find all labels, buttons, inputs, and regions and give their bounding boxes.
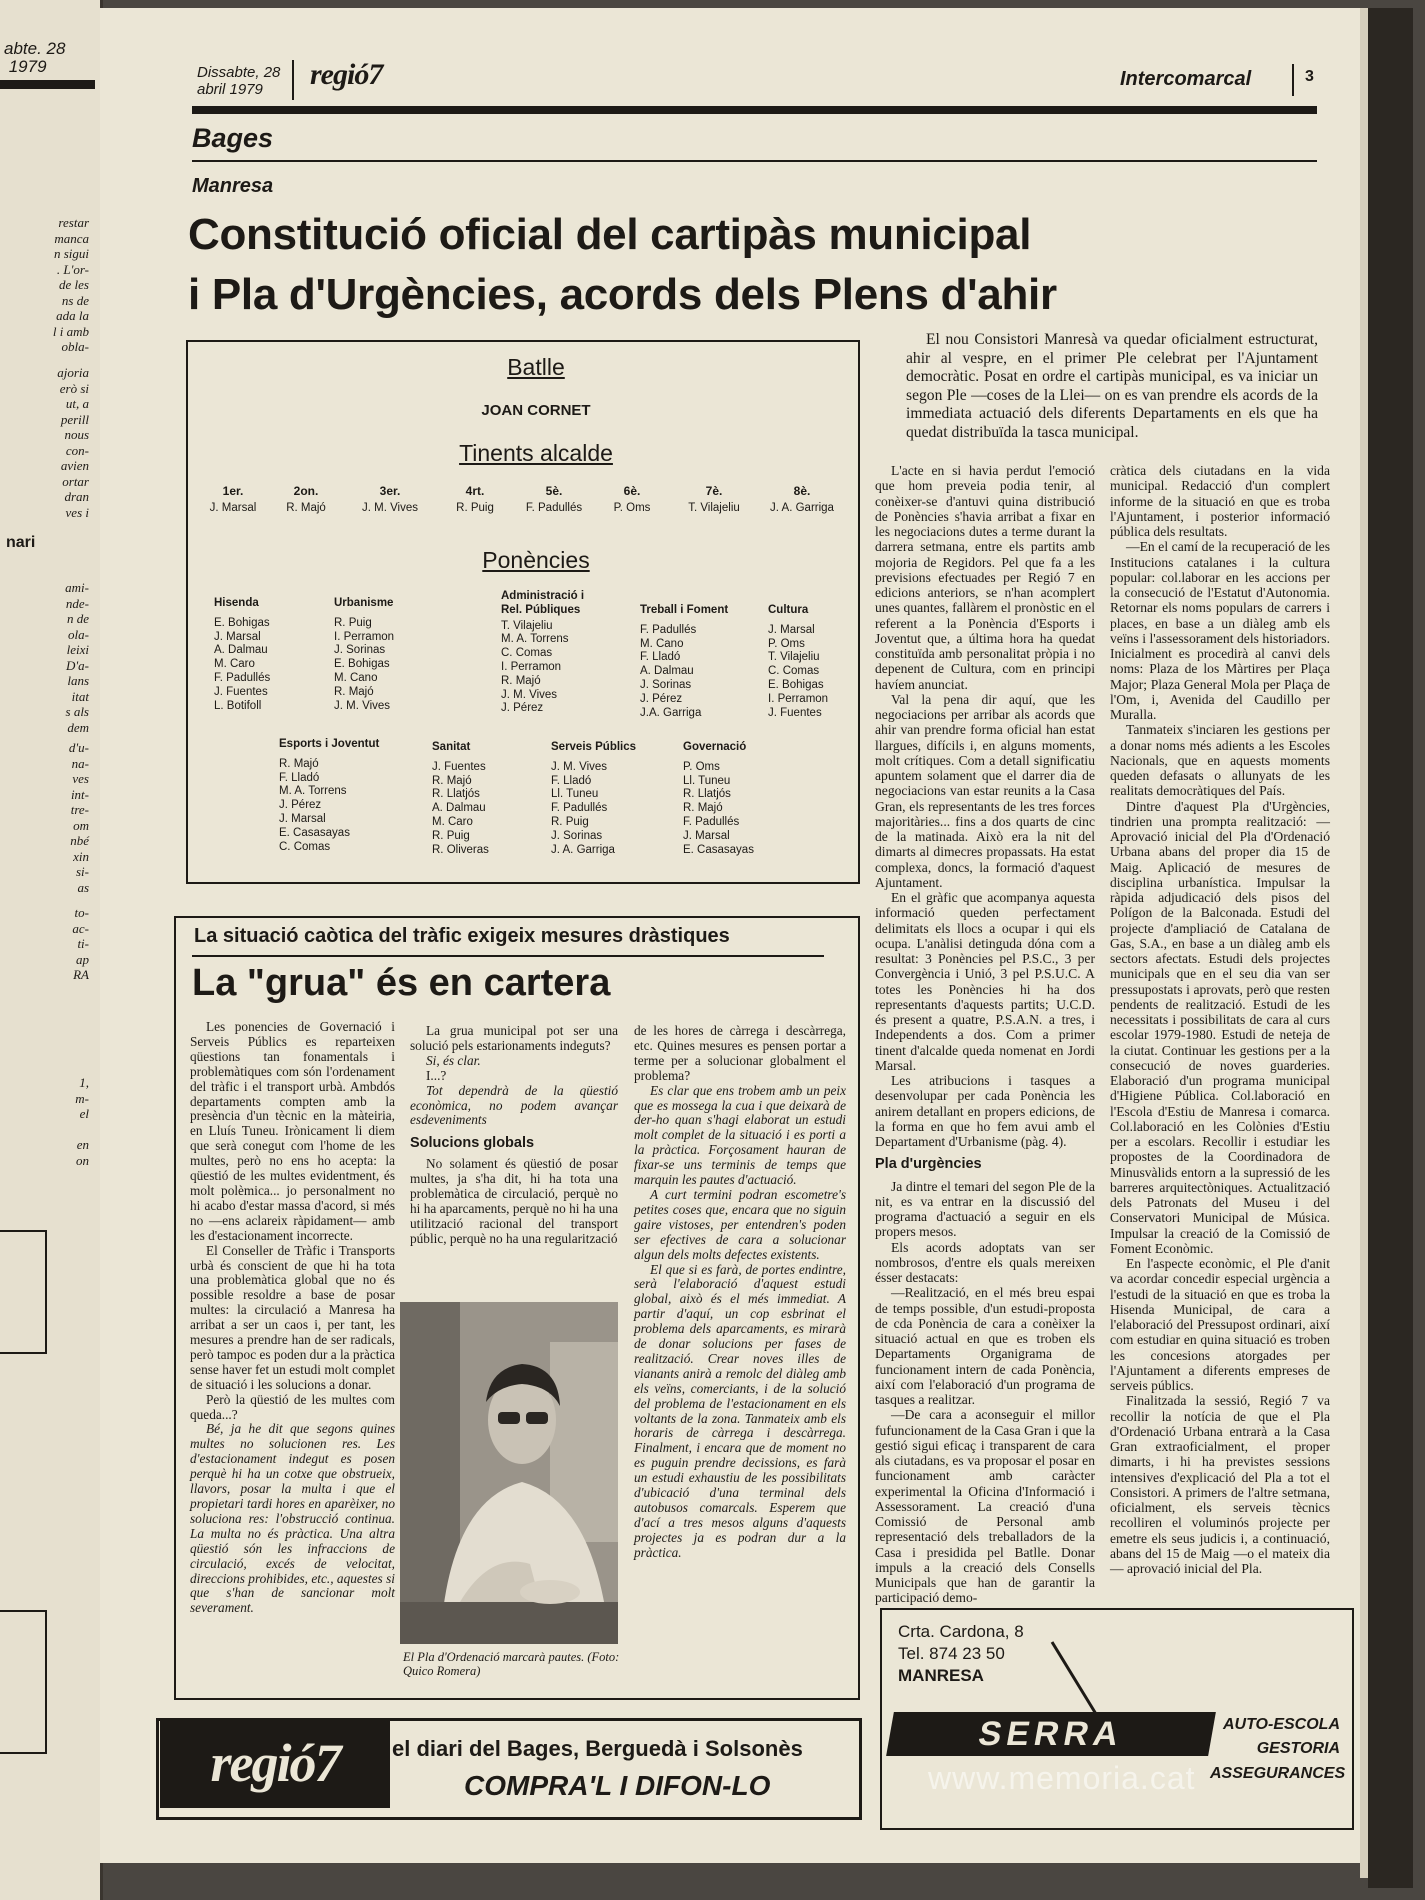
header-separator — [1292, 64, 1294, 96]
region-rule — [192, 160, 1317, 162]
paragraph: I...? — [426, 1067, 447, 1083]
paragraph: de les hores de càrrega i descàrrega, etc. Quines mesures es pensen portar a terme per a solucionar globalment el problema? — [634, 1023, 846, 1083]
header-date: Dissabte, 28 abril 1979 — [197, 64, 281, 98]
tinent-alcalde: 8è. J. A. Garriga — [770, 484, 834, 514]
headline-line: i Pla d'Urgències, acords dels Plens d'ahir — [188, 270, 1057, 319]
paragraph: —En el camí de la recuperació de les Institucions catalanes i la cultura popular: col.laborar en les accions per la consecució de l'Estatut d'Autonomia. Retornar els noms populars de carrers i places, en base a un diàleg amb els veïns i l'assessorament dels historiadors. Inicialment es procedirà al canvi dels noms: Plaza de los Màrtires per Plaça Major; Plaza General Mola per Plaça de l'Om, i, Avenida del Caudillo per Muralla. — [1110, 539, 1330, 722]
subheading: Solucions globals — [410, 1135, 535, 1152]
promo-call-to-action: COMPRA'L I DIFON-LO — [464, 1770, 771, 1801]
photo-portrait — [400, 1302, 618, 1644]
batlle-title: Batlle — [507, 354, 565, 380]
tinent-alcalde: 4rt. R. Puig — [456, 484, 494, 514]
tinent-alcalde: 1er. J. Marsal — [209, 484, 257, 514]
advert-city: MANRESA — [898, 1666, 984, 1685]
advert-service: ASSEGURANCES — [1210, 1765, 1346, 1782]
traffic-column — [190, 1020, 395, 1616]
tinent-alcalde: 2on. R. Majó — [286, 484, 326, 514]
paragraph: —Realització, en el més breu espai de temps possible, d'un estudi-proposta de cda Ponència de cara a conèixer la situació actual en que es troben els Departaments Organigrama de funcionament intern de cada Ponència, així com l'elaboració d'un programa de tasques a realitzar. — [875, 1285, 1095, 1407]
paragraph: —De cara a aconseguir el millor fufuncionament de la Casa Gran i que la gestió sigui eficaç i transparent de cara als ciutadans, es va proposar el posar en funcionament amb caràcter experimental la Oficina d'Informació i Assessorament. La creació d'una Comissió de Personal amb representació dels treballadors de la Casa i presidida pel Batlle. Donar impuls a la creació dels Consells Municipals que han de garantir la participació demo- — [875, 1407, 1095, 1606]
main-headline — [188, 205, 1328, 325]
tinent-alcalde: 6è. P. Oms — [613, 484, 651, 514]
ponencies-title: Ponències — [482, 547, 590, 573]
ponencia: Administració i Rel. Públiques T. Vilajeliu M. A. Torrens C. Comas I. Perramon R. Majó J. M. Vives J. Pérez — [501, 590, 585, 715]
subheading: Pla d'urgències — [875, 1156, 982, 1173]
article-lead: El nou Consistori Manresà va quedar oficialment estructurat, ahir al vespre, en el primer Ple celebrat per l'Ajuntament democràtic. Posat en ordre el cartipàs municipal, es va iniciar un segon Ple —coses de la Llei— on es van prendre els acords de la immediata actuació dels diferents Departaments en els que ha quedat distribuïda la tasca municipal. — [906, 331, 1318, 441]
paragraph: El Conseller de Tràfic i Transports urbà és conscient de que hi ha tota una problemàtica global que no és possible resoldre a base de posar multes: la circulació a Manresa ha arribat a ser un caos i, per tant, les mesures a prendre han de ser radicals, però tampoc es poden dur a la pràctica sense haver fet un estudi molt complet de situació i les solucions a donar. — [190, 1242, 395, 1392]
city-label: Manresa — [192, 175, 274, 197]
traffic-kicker: La situació caòtica del tràfic exigeix mesures dràstiques — [194, 925, 730, 947]
paragraph: Dintre d'aquest Pla d'Urgències, tindrien una prompta realització: —Aprovació inicial del Pla d'Ordenació Urbana abans del proper dia 15 de Maig. Aplicació de mesures de disciplina urbanística. Impulsar la ràpida adjudicació dels pisos del Polígon de la Balconada. Estudi del projecte d'ampliació de Catalana de Gas, S.A., en base a un diàleg amb els sectors afectats. Estudi dels projectes municipals que en el seu dia van ser pressupostats i aprovats, però que resten pendents de realització. Estudi de les necessitats i possibilitats de cara al curs escolar 1979-1980. Estudi de neteja de la ciutat. Continuar les gestions per a la consecució de noves guarderies. Elaboració d'un programa municipal d'Higiene Pública. Col.laboració en l'Escola d'Estiu de Manresa i comarca. Col.laboració en les Colònies d'Estiu per a escolars. Recollir i estudiar les propostes de la Coordinadora de Minusvàlids entorn a la supressió de les barreres arquitectòniques. Actualització dels Patronats del Museu i del Conservatori Municipal de Música. Impulsar la creació de la Comissió de Foment Econòmic. — [1110, 798, 1330, 1256]
advert-service: GESTORIA — [1256, 1740, 1340, 1757]
paragraph: Les ponencies de Governació i Serveis Públics es reparteixen qüestions tan fonamentals i problemàtiques com són l'ordenament del tràfic i el transport urbà. Ambdós departaments compten amb la presència d'un tècnic en la màteiria, en Lluís Tuneu. Irònicament li diem que serà conegut com l'home de les multes, però no ens ho acepta: la qüestió de les multes evidentment, és molt polèmica... jo personalment no hi acabo d'estar massa d'acord, si més no —ens aclareix ràpidament— amb les d'estacionament incorrecte. — [190, 1019, 395, 1243]
prev-page-heading: nari — [6, 534, 36, 551]
ponencia: Governació P. Oms Ll. Tuneu R. Llatjós R. Majó F. Padullés J. Marsal E. Casasayas — [683, 741, 754, 856]
paragraph: Tot dependrà de la qüestió econòmica, no podem avançar esdeveniments — [410, 1082, 618, 1128]
ponencia: Sanitat J. Fuentes R. Majó R. Llatjós A. Dalmau M. Caro R. Puig R. Oliveras — [432, 741, 489, 856]
paragraph: Les atribucions i tasques a desenvolupar per cada Ponència les anirem detallant en propers edicions, de la forma en que ho fem avui amb el Departament d'Urbanisme (pàg. 4). — [875, 1073, 1095, 1149]
header-separator — [292, 60, 294, 100]
paragraph: Finalitzada la sessió, Regió 7 va recollir la notícia de que el Pla d'Ordenació Urbana entrarà a la Casa Gran extraoficialment, el proper dimarts, i hi ha previstes sessions intensives d'explicació del Pla a tot el Consistori. A primers de l'altre setmana, oficialment, els serveis tècnics recolliren el voluminós projecte per emetre els seus judicis i, a continuació, abans del 15 de Maig —o el mateix dia— aprovació inicial del Pla. — [1110, 1393, 1330, 1576]
paragraph: En el gràfic que acompanya aquesta informació queden perfectament delimitats els llocs a ocupar i qui els ocupa. L'anàlisi detinguda dóna com a resultat: 3 Ponències pel P.S.C., 3 per Convergència i Unió, 3 pel P.S.U.C. A totes les Ponències hi ha dos representants d'aquests partits; U.C.D. és present a quatre, P.S.A.N. a tres, i Independents a dos. Com a primer tinent d'alcalde queda nomenat en Jordi Marsal. — [875, 890, 1095, 1073]
promo-logo: regió7 — [160, 1718, 390, 1808]
paragraph: No solament és qüestió de posar multes, ja s'ha dit, hi ha tota una problemàtica de circulació, perquè no hi ha aparcaments, perquè no hi ha una utilització racional del transport públic, perquè no ha una regularització — [410, 1156, 618, 1246]
tinent-alcalde: 7è. T. Vilajeliu — [688, 484, 740, 514]
advert-brand: SERRA — [886, 1712, 1216, 1756]
advert-phone: Tel. 874 23 50 — [898, 1644, 1005, 1663]
ponencia: Serveis Públics J. M. Vives F. Lladó Ll. Tuneu F. Padullés R. Puig J. Sorinas J. A. Garriga — [551, 741, 637, 856]
traffic-headline: La "grua" és en cartera — [192, 962, 611, 1004]
ponencia: Cultura J. Marsal P. Oms T. Vilajeliu C. Comas E. Bohigas I. Perramon J. Fuentes — [768, 604, 829, 719]
prev-page-box — [0, 1230, 47, 1354]
prev-page-rule — [0, 80, 95, 89]
headline-line: Constitució oficial del cartipàs municipal — [188, 210, 1032, 259]
advert-service: AUTO-ESCOLA — [1222, 1716, 1340, 1733]
promo-tagline: el diari del Bages, Berguedà i Solsonès — [392, 1736, 803, 1761]
prev-page-fragment: ajoria erò si ut, a perill nous con- avien ortar dran ves i — [57, 365, 89, 520]
article-column — [875, 463, 1095, 1606]
article-column — [1110, 463, 1330, 1576]
paragraph: Si, és clar. — [426, 1052, 481, 1068]
batlle-name: JOAN CORNET — [481, 402, 591, 419]
paragraph: Però la qüestió de les multes com queda...? — [190, 1391, 395, 1422]
ponencia: Treball i Foment F. Padullés M. Cano F. Lladó A. Dalmau J. Sorinas J. Pérez J.A. Garriga — [640, 604, 729, 719]
photo-image — [400, 1302, 618, 1644]
advert-address: Crta. Cardona, 8 — [898, 1622, 1024, 1641]
kicker-rule — [192, 955, 824, 957]
binder-edge — [1368, 8, 1413, 1888]
paragraph: Ja dintre el temari del segon Ple de la nit, es va entrar en la discussió del programa d'actuació a seguir en els propers mesos. — [875, 1178, 1095, 1240]
prev-page-fragment: ami- nde- n de ola- leixi D'a- lans itat s als dem — [65, 580, 89, 735]
ponencia: Hisenda E. Bohigas J. Marsal A. Dalmau M. Caro F. Padullés J. Fuentes L. Botifoll — [214, 597, 271, 712]
ponencia: Urbanisme R. Puig I. Perramon J. Sorinas E. Bohigas M. Cano R. Majó J. M. Vives — [334, 597, 395, 712]
advert-pointer-line — [1050, 1640, 1100, 1716]
paragraph: A curt termini podran escometre's petites coses que, encara que no siguin gaire vistoses, per entendren's poden ser efectives de cara a solucionar algun dels molts defectes existents. — [634, 1186, 846, 1262]
prev-page-fragment: restar manca n sigui . L'or- de les ns de ada la l i amb obla- — [52, 215, 89, 354]
paragraph: Val la pena dir aquí, que les negociacions per arribar als acords que ahir van prendre forma oficial han estat llargues, difícils i, en alguns moments, molt crítiques. Com a detall significatiu apuntem solament que el darrer dia de negociacions van estar reunits a la Casa Gran, els representants de les tres forces majoritàries... fins a dos quarts de cinc de la matinada. Això era la nit del dimarts al dimecres propassats. Ha estat complexa, doncs, la formació d'aquest Ajuntament. — [875, 691, 1095, 890]
paragraph: Es clar que ens trobem amb un peix que es mossega la cua i que deixarà de der-ho quan s'hagi elaborat un estudi molt complet de la situació i es porti a la pràctica. Forçosament hauran de fixar-se uns terminis de temps que marquin les pautes d'actuació. — [634, 1082, 846, 1188]
section-name: Intercomarcal — [1120, 68, 1252, 90]
prev-page-fragment: d'u- na- ves int- tre- om nbé xin si- as — [68, 740, 89, 895]
tinent-alcalde: 5è. F. Padullés — [525, 484, 583, 514]
watermark: www.memoria.cat — [928, 1760, 1196, 1796]
ponencia: Esports i Joventut R. Majó F. Lladó M. A. Torrens J. Pérez J. Marsal E. Casasayas C. Comas — [279, 738, 380, 853]
paragraph: El que si es farà, de portes endintre, serà l'elaboració d'aquest estudi global, això és el més immediat. A partir d'aquí, un cop esbrinat el problema dels aparcaments, es mirarà de donar solucions per fases de realització. Crear noves illes de vianants anirà a remolc del diàleg amb els veïns, comerciants, i de la solució del problema de l'estacionament en els voltants de la zona. Tanmateix amb els horaris de càrrega i descàrrega. Finalment, i encara que de moment no es puguin prendre decissions, es farà un estudi exhaustiu de les possibilitats d'ubicació d'una terminal dels autobusos comarcals. Esperem que d'ací a tres mesos alguns d'aquests projectes ja es podran dur a la pràctica. — [634, 1261, 846, 1560]
previous-page-strip — [0, 0, 103, 1900]
paragraph: L'acte en si havia perdut l'emoció que hom preveia podia tenir, al conèixer-se d'antuvi quina distribució de Ponències s'havia arribat a fixar en les negociacions dutes a terme durant la darrera setmana, entre els partits amb mojoria de Regidors. Pel que fa a les previsions efectuades per Regió 7 en edicions anteriors, se n'han acomplert unes quantes, fallàrem el pronòstic en el referent a la Ponència d'Esports i Joventut que, a última hora ha quedat constituïda amb personalitat pròpia i no depenent de Cultura, com en principi havíem anunciat. — [875, 463, 1095, 692]
traffic-column — [634, 1024, 846, 1561]
prev-page-fragment: 1, m- el en on — [75, 1075, 89, 1168]
prev-page-fragment: to- ac- ti- ap RA — [72, 905, 89, 982]
masthead-logo: regió7 — [310, 58, 383, 91]
region-label: Bages — [192, 123, 274, 153]
photo-caption: El Pla d'Ordenació marcarà pautes. (Foto: Quico Romera) — [403, 1650, 620, 1678]
prev-page-box — [0, 1610, 47, 1754]
paragraph: Tanmateix s'inciaren les gestions per a donar noms més adients a les Escoles Nacionals, que en aquests moments queden defasats o allunyats de les realitats democràtiques del País. — [1110, 722, 1330, 799]
page-number: 3 — [1305, 68, 1314, 85]
paragraph: En l'aspecte econòmic, el Ple d'anit va acordar concedir especial urgència a l'estudi de la situació en que es troba la Hisenda Municipal, de cara a l'elaboració del Pressupost ordinari, així com estudiar en quina situació es troben les concesions atorgades per l'Ajuntament a diferents empreses de serveis públics. — [1110, 1256, 1330, 1393]
tinent-alcalde: 3er. J. M. Vives — [361, 484, 419, 514]
paragraph: La grua municipal pot ser una solució pels estarionaments indeguts? — [410, 1023, 618, 1053]
prev-page-date: abte. 28 1979 — [4, 39, 66, 76]
tinents-title: Tinents alcalde — [459, 440, 613, 466]
paragraph: Els acords adoptats van ser nombrosos, d'entre els quals mereixen ésser destacats: — [875, 1239, 1095, 1285]
header-rule — [192, 106, 1317, 114]
paragraph: cràtica dels ciutadans en la vida municipal. Redacció d'un complert informe de la situació en que es troba l'Ajuntament, i posterior informació pública dels resultats. — [1110, 463, 1330, 539]
paragraph: Bé, ja he dit que segons quines multes no solucionen res. Les d'estacionament indegut es posen perquè hi ha un cotxe que obstrueix, llavors, posar la multa i que el propietari tardi hores en aparèixer, no soluciona res: l'obstrucció continua. La multa no és pràctica. Una altra qüestió són les infraccions de circulació, excés de velocitat, direccions prohibides, etc., aquestes si que s'han de sancionar molt severament. — [190, 1421, 395, 1616]
traffic-column — [410, 1024, 618, 1247]
